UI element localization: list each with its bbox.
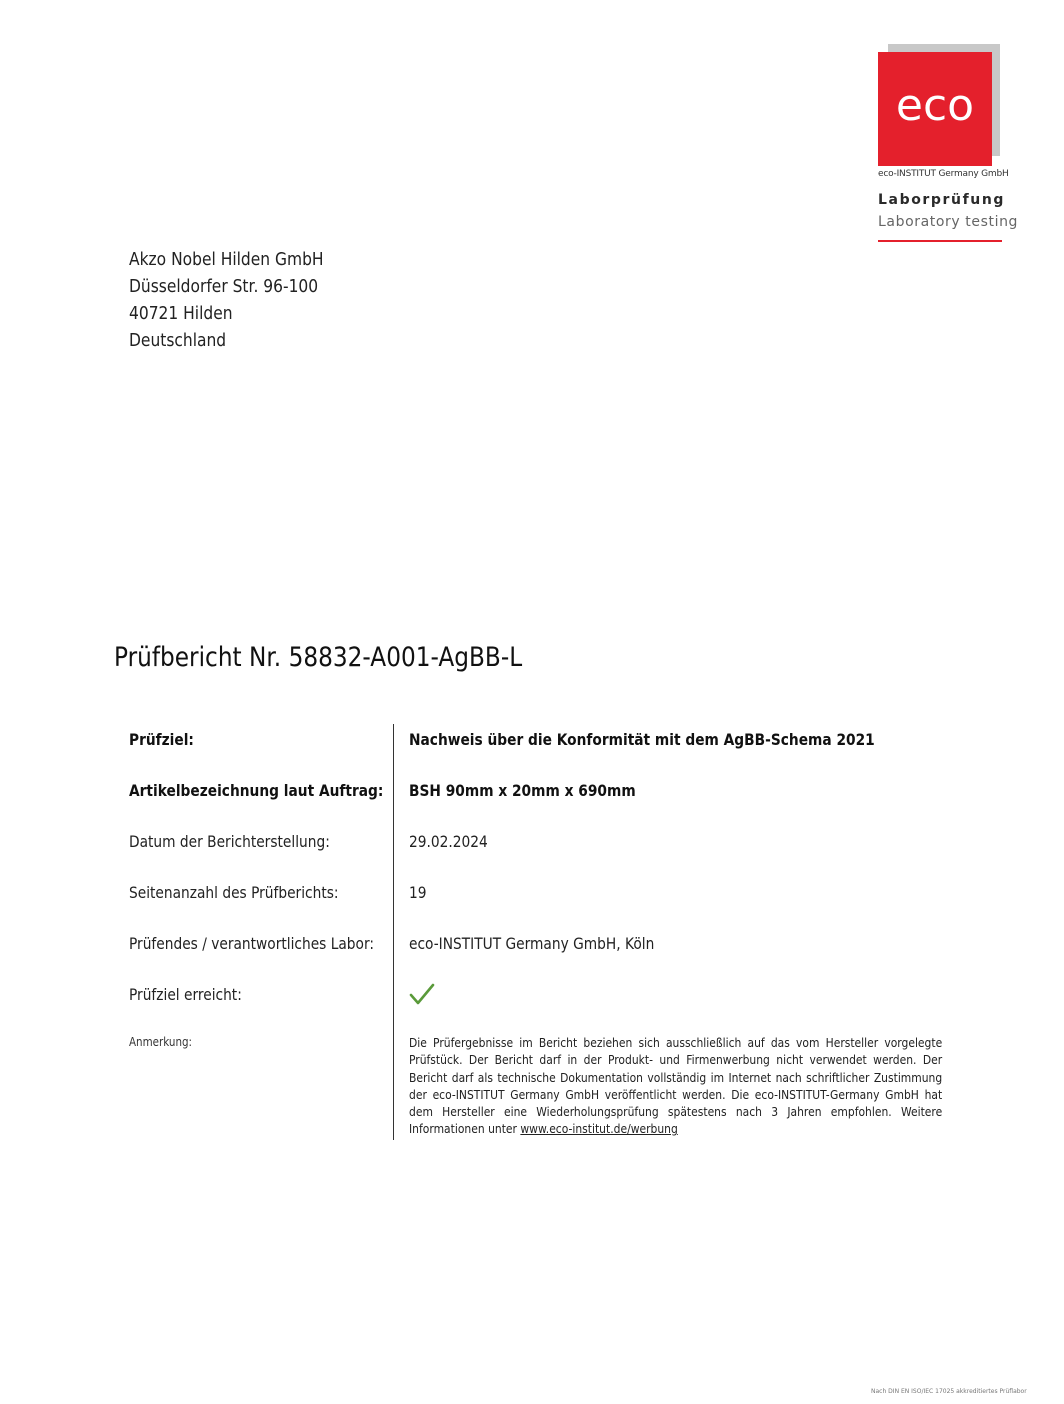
- address-line-company: Akzo Nobel Hilden GmbH: [129, 249, 324, 270]
- logo-tagline-en: Laboratory testing: [878, 214, 1019, 230]
- lab-value: eco-INSTITUT Germany GmbH, Köln: [409, 934, 655, 953]
- address-line-city: 40721 Hilden: [129, 303, 233, 324]
- date-label: Datum der Berichterstellung:: [129, 832, 330, 851]
- logo-divider: [878, 240, 1002, 242]
- remark-label: Anmerkung:: [129, 1035, 193, 1049]
- report-title: Prüfbericht Nr. 58832-A001-AgBB-L: [114, 642, 523, 673]
- lab-label: Prüfendes / verantwortliches Labor:: [129, 934, 375, 953]
- logo-mark: [878, 52, 992, 166]
- goal-label: Prüfziel:: [129, 730, 194, 749]
- company-logo: [878, 44, 1019, 244]
- pages-label: Seitenanzahl des Prüfberichts:: [129, 883, 339, 902]
- pages-value: 19: [409, 883, 427, 902]
- checkmark-icon: [409, 982, 435, 1010]
- address-line-street: Düsseldorfer Str. 96-100: [129, 276, 319, 297]
- table-divider: [393, 724, 394, 1140]
- article-value: BSH 90mm x 20mm x 690mm: [409, 781, 636, 800]
- goal-value: Nachweis über die Konformität mit dem AgBB-Schema 2021: [409, 730, 875, 749]
- recipient-address: [129, 246, 324, 354]
- remark-body: Die Prüfergebnisse im Bericht beziehen sich ausschließlich auf das vom Hersteller vorgelegte Prüfstück. Der Bericht darf in der Produkt- und Firmenwerbung nicht verwendet werden. Der Bericht darf als technische Dokumentation vollständig im Internet nach schriftlicher Zustimmung der eco-INSTITUT Germany GmbH veröffentlicht werden. Die eco-INSTITUT-Germany GmbH hat dem Hersteller eine Wiederholungsprüfung spätestens nach 3 Jahren empfohlen. Weitere Informationen unter: [409, 1035, 943, 1137]
- logo-tagline-de: Laborprüfung: [878, 192, 1006, 208]
- article-label: Artikelbezeichnung laut Auftrag:: [129, 781, 384, 800]
- address-line-country: Deutschland: [129, 330, 227, 351]
- svg-text:eco: eco: [895, 82, 975, 131]
- eco-logo-icon: [888, 82, 982, 132]
- footer-accreditation: Nach DIN EN ISO/IEC 17025 akkreditiertes Prüflabor: [871, 1388, 1027, 1395]
- remark-link[interactable]: www.eco-institut.de/werbung: [520, 1121, 678, 1137]
- achieved-label: Prüfziel erreicht:: [129, 985, 242, 1004]
- remark-text: [409, 1034, 942, 1138]
- logo-company-name: eco-INSTITUT Germany GmbH: [878, 169, 1009, 179]
- date-value: 29.02.2024: [409, 832, 488, 851]
